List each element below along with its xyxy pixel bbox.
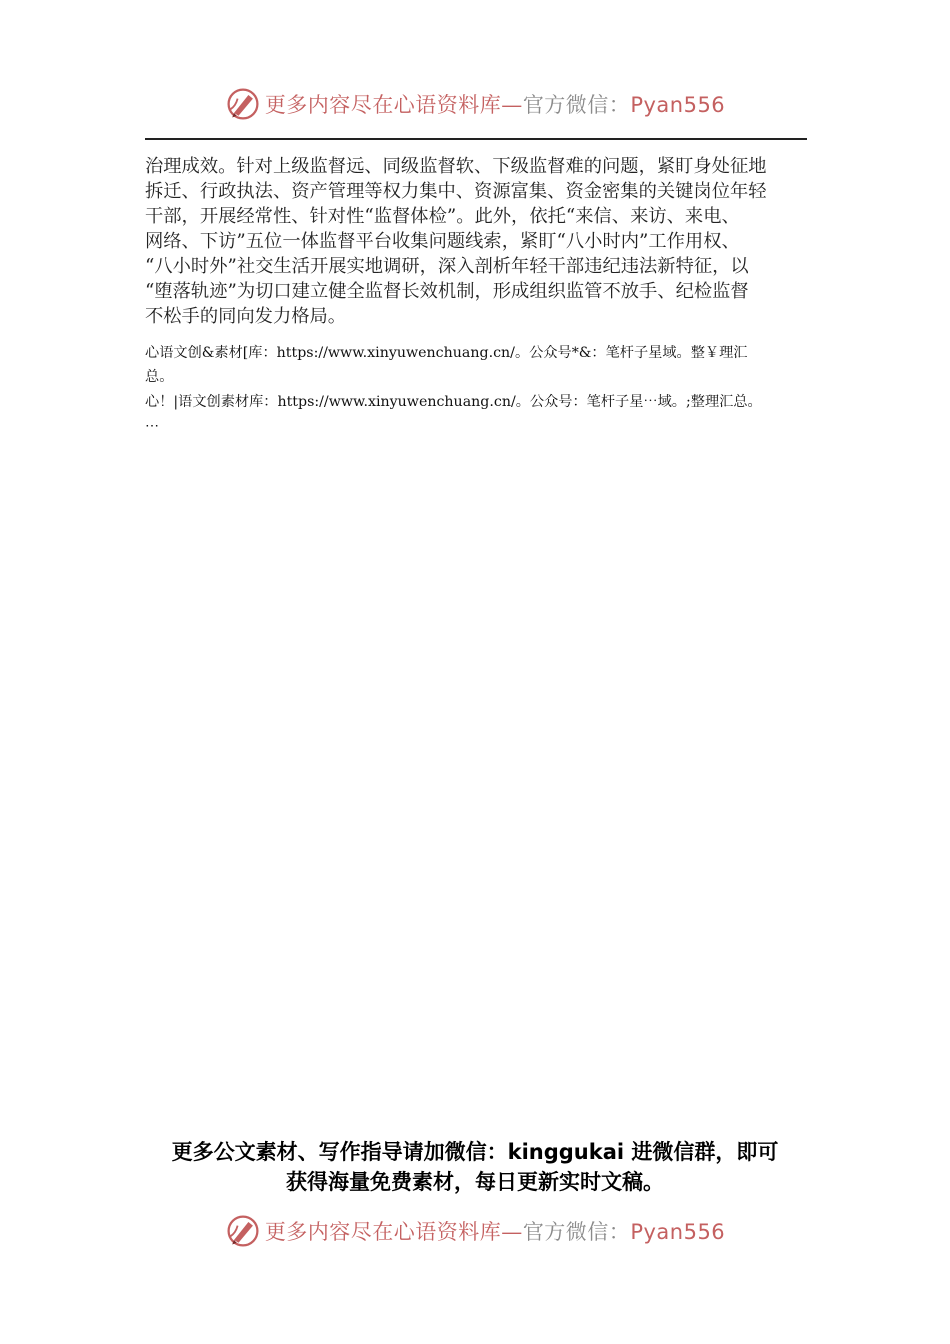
note-line: 总。 bbox=[145, 369, 174, 385]
header-banner bbox=[0, 82, 950, 126]
banner-slogan: 更多内容尽在心语资料库— bbox=[264, 1220, 523, 1244]
body-line: “八小时外”社交生活开展实地调研，深入剖析年轻干部违纪违法新特征，以 bbox=[145, 256, 749, 277]
body-line: 不松手的同向发力格局。 bbox=[145, 306, 347, 327]
promo-text bbox=[0, 1137, 950, 1197]
body-line: 网络、下访”五位一体监督平台收集问题线索，紧盯“八小时内”工作用权、 bbox=[145, 231, 740, 252]
pen-logo-icon bbox=[225, 86, 261, 122]
note-line: ⋯ bbox=[145, 418, 160, 434]
banner-slogan: 更多内容尽在心语资料库— bbox=[264, 93, 523, 117]
note-line: 心语文创&素材[库：https://www.xinyuwenchuang.cn/。公众号*&：笔杆子星域。整￥理汇 bbox=[145, 345, 748, 361]
body-paragraph bbox=[145, 154, 807, 329]
source-note bbox=[145, 341, 825, 389]
promo-line: 获得海量免费素材，每日更新实时文稿。 bbox=[286, 1170, 664, 1194]
banner-wechat-id: Pyan556 bbox=[630, 1220, 726, 1244]
header-divider bbox=[145, 138, 807, 140]
body-line: 治理成效。针对上级监督远、同级监督软、下级监督难的问题，紧盯身处征地 bbox=[145, 156, 767, 177]
body-line: “堕落轨迹”为切口建立健全监督长效机制，形成组织监管不放手、纪检监督 bbox=[145, 281, 749, 302]
banner-wechat-label: 官方微信： bbox=[522, 93, 631, 117]
pen-logo-icon bbox=[225, 1213, 261, 1249]
body-line: 拆迁、行政执法、资产管理等权力集中、资源富集、资金密集的关键岗位年轻 bbox=[145, 181, 767, 202]
promo-line: 更多公文素材、写作指导请加微信：kinggukai 进微信群，即可 bbox=[171, 1140, 779, 1164]
banner-wechat-id: Pyan556 bbox=[630, 93, 726, 117]
banner-wechat-label: 官方微信： bbox=[522, 1220, 631, 1244]
source-note bbox=[145, 390, 825, 438]
footer-banner bbox=[0, 1209, 950, 1253]
note-line: 心！|语文创素材库：https://www.xinyuwenchuang.cn/。公众号：笔杆子星⋯域。;整理汇总。 bbox=[145, 394, 762, 410]
body-line: 干部，开展经常性、针对性“监督体检”。此外，依托“来信、来访、来电、 bbox=[145, 206, 740, 227]
